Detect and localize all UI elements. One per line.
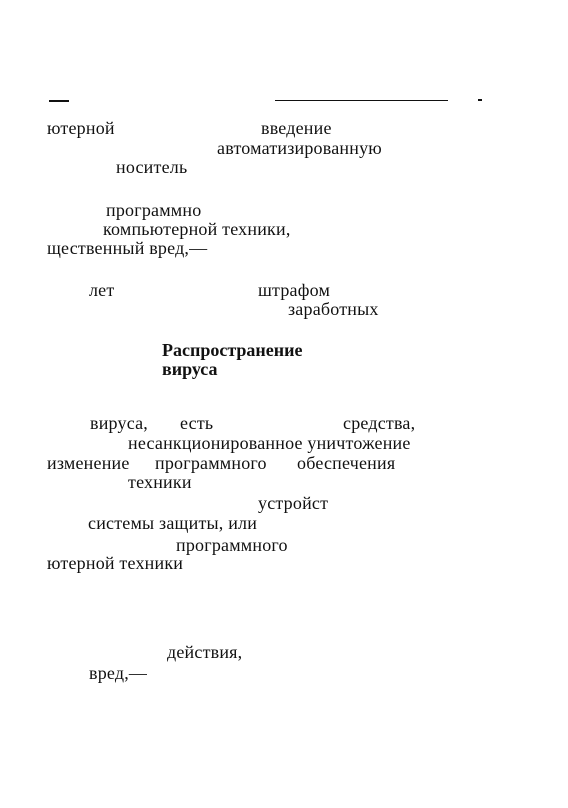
text-fragment: лет	[89, 280, 115, 300]
text-fragment: носитель	[116, 157, 188, 177]
text-fragment: программного	[176, 535, 288, 555]
text-fragment: программно	[106, 200, 202, 220]
text-fragment: ютерной	[47, 118, 115, 138]
top-left-rule	[49, 100, 69, 102]
text-fragment: штрафом	[258, 280, 331, 300]
text-fragment: средства,	[343, 413, 416, 433]
text-fragment: устройст	[258, 493, 329, 513]
section-heading-line-2: вируса	[162, 359, 218, 379]
text-fragment: несанкционированное уничтожение	[128, 433, 411, 453]
text-fragment: системы защиты, или	[88, 513, 258, 533]
text-fragment: заработных	[288, 299, 379, 319]
text-fragment: программного	[155, 453, 267, 473]
text-fragment: вред,—	[89, 663, 148, 683]
text-fragment: автоматизированную	[217, 138, 382, 158]
top-right-mark	[478, 99, 482, 101]
text-fragment: компьютерной техники,	[103, 219, 291, 239]
text-fragment: изменение	[47, 453, 130, 473]
text-fragment: есть	[180, 413, 214, 433]
top-center-rule	[275, 100, 448, 101]
text-fragment: щественный вред,—	[47, 238, 208, 258]
text-fragment: вируса,	[90, 413, 148, 433]
text-fragment: обеспечения	[297, 453, 396, 473]
text-fragment: ютерной техники	[47, 553, 184, 573]
text-fragment: техники	[128, 472, 192, 492]
text-fragment: введение	[261, 118, 332, 138]
section-heading-line-1: Распространение	[162, 340, 303, 360]
text-fragment: действия,	[167, 642, 243, 662]
